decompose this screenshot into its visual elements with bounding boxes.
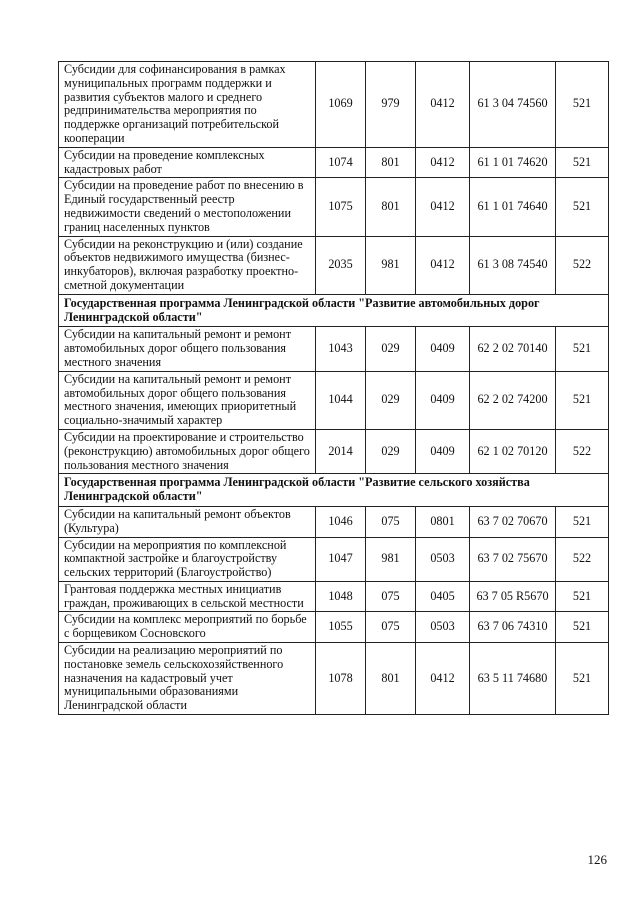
subsidy-code-cell: 2035 [316, 236, 366, 294]
expense-type-cell: 521 [556, 506, 609, 537]
expense-type-cell: 521 [556, 147, 609, 178]
section-code-cell: 0412 [416, 643, 470, 715]
table-row [59, 178, 609, 236]
target-article-cell: 61 1 01 74620 [470, 147, 556, 178]
grbs-code-cell: 075 [366, 612, 416, 643]
page-number: 126 [587, 852, 607, 867]
subsidy-name-cell: Субсидии на проведение комплексных кадастровых работ [59, 147, 316, 178]
table-row [59, 612, 609, 643]
target-article-cell: 63 5 11 74680 [470, 643, 556, 715]
subsidy-code-cell: 1047 [316, 537, 366, 581]
target-article-cell: 63 7 02 75670 [470, 537, 556, 581]
subsidy-name-cell: Субсидии на проектирование и строительство (реконструкцию) автомобильных дорог общего пользования местного значения [59, 429, 316, 473]
subsidy-code-cell: 1043 [316, 327, 366, 371]
section-header-row [59, 294, 609, 327]
grbs-code-cell: 801 [366, 643, 416, 715]
expense-type-cell: 521 [556, 327, 609, 371]
section-code-cell: 0409 [416, 429, 470, 473]
subsidy-code-cell: 1075 [316, 178, 366, 236]
target-article-cell: 61 3 08 74540 [470, 236, 556, 294]
expense-type-cell: 521 [556, 643, 609, 715]
table-row [59, 506, 609, 537]
subsidy-name-cell: Субсидии для софинансирования в рамках муниципальных программ поддержки и развития субъектов малого и среднего редпринимательства мероприятия по поддержке организаций потребительской кооперации [59, 62, 316, 148]
subsidy-code-cell: 2014 [316, 429, 366, 473]
target-article-cell: 61 3 04 74560 [470, 62, 556, 148]
section-title: Государственная программа Ленинградской области "Развитие сельского хозяйства Ленинградской области" [59, 474, 609, 507]
target-article-cell: 63 7 06 74310 [470, 612, 556, 643]
subsidy-code-cell: 1046 [316, 506, 366, 537]
subsidy-name-cell: Субсидии на капитальный ремонт и ремонт автомобильных дорог общего пользования местного значения [59, 327, 316, 371]
section-header-row [59, 474, 609, 507]
subsidy-name-cell: Субсидии на комплекс мероприятий по борьбе с борщевиком Сосновского [59, 612, 316, 643]
section-code-cell: 0801 [416, 506, 470, 537]
grbs-code-cell: 029 [366, 429, 416, 473]
subsidy-name-cell: Субсидии на капитальный ремонт и ремонт автомобильных дорог общего пользования местного значения, имеющих приоритетный социально-значимый характер [59, 371, 316, 429]
grbs-code-cell: 801 [366, 147, 416, 178]
subsidy-name-cell: Субсидии на проведение работ по внесению в Единый государственный реестр недвижимости сведений о местоположении границ населенных пунктов [59, 178, 316, 236]
table-row [59, 581, 609, 612]
section-code-cell: 0405 [416, 581, 470, 612]
target-article-cell: 63 7 05 R5670 [470, 581, 556, 612]
subsidy-table [58, 61, 609, 715]
subsidy-name-cell: Субсидии на мероприятия по комплексной компактной застройке и благоустройству сельских территорий (Благоустройство) [59, 537, 316, 581]
table-body [59, 62, 609, 715]
table-row [59, 62, 609, 148]
table-row [59, 537, 609, 581]
expense-type-cell: 521 [556, 178, 609, 236]
grbs-code-cell: 981 [366, 236, 416, 294]
subsidy-code-cell: 1048 [316, 581, 366, 612]
section-code-cell: 0412 [416, 62, 470, 148]
table-row [59, 236, 609, 294]
subsidy-code-cell: 1074 [316, 147, 366, 178]
section-code-cell: 0412 [416, 178, 470, 236]
grbs-code-cell: 075 [366, 581, 416, 612]
target-article-cell: 62 2 02 70140 [470, 327, 556, 371]
target-article-cell: 62 1 02 70120 [470, 429, 556, 473]
target-article-cell: 63 7 02 70670 [470, 506, 556, 537]
table-row [59, 429, 609, 473]
section-code-cell: 0412 [416, 147, 470, 178]
subsidy-name-cell: Субсидии на реконструкцию и (или) создание объектов недвижимого имущества (бизнес-инкубаторов), включая разработку проектно-сметной документации [59, 236, 316, 294]
grbs-code-cell: 029 [366, 327, 416, 371]
subsidy-code-cell: 1078 [316, 643, 366, 715]
expense-type-cell: 521 [556, 581, 609, 612]
subsidy-name-cell: Грантовая поддержка местных инициатив граждан, проживающих в сельской местности [59, 581, 316, 612]
section-code-cell: 0503 [416, 612, 470, 643]
expense-type-cell: 522 [556, 537, 609, 581]
subsidy-code-cell: 1069 [316, 62, 366, 148]
expense-type-cell: 521 [556, 612, 609, 643]
expense-type-cell: 522 [556, 236, 609, 294]
target-article-cell: 62 2 02 74200 [470, 371, 556, 429]
grbs-code-cell: 029 [366, 371, 416, 429]
subsidy-name-cell: Субсидии на реализацию мероприятий по постановке земель сельскохозяйственного назначения на кадастровый учет муниципальными образованиями Ленинградской области [59, 643, 316, 715]
expense-type-cell: 521 [556, 371, 609, 429]
grbs-code-cell: 801 [366, 178, 416, 236]
target-article-cell: 61 1 01 74640 [470, 178, 556, 236]
subsidy-code-cell: 1055 [316, 612, 366, 643]
section-code-cell: 0409 [416, 327, 470, 371]
grbs-code-cell: 075 [366, 506, 416, 537]
subsidy-code-cell: 1044 [316, 371, 366, 429]
expense-type-cell: 521 [556, 62, 609, 148]
table-row [59, 327, 609, 371]
grbs-code-cell: 981 [366, 537, 416, 581]
grbs-code-cell: 979 [366, 62, 416, 148]
table-row [59, 371, 609, 429]
table-row [59, 147, 609, 178]
section-code-cell: 0409 [416, 371, 470, 429]
section-code-cell: 0503 [416, 537, 470, 581]
table-row [59, 643, 609, 715]
section-code-cell: 0412 [416, 236, 470, 294]
subsidy-name-cell: Субсидии на капитальный ремонт объектов (Культура) [59, 506, 316, 537]
expense-type-cell: 522 [556, 429, 609, 473]
section-title: Государственная программа Ленинградской области "Развитие автомобильных дорог Ленинградской области" [59, 294, 609, 327]
